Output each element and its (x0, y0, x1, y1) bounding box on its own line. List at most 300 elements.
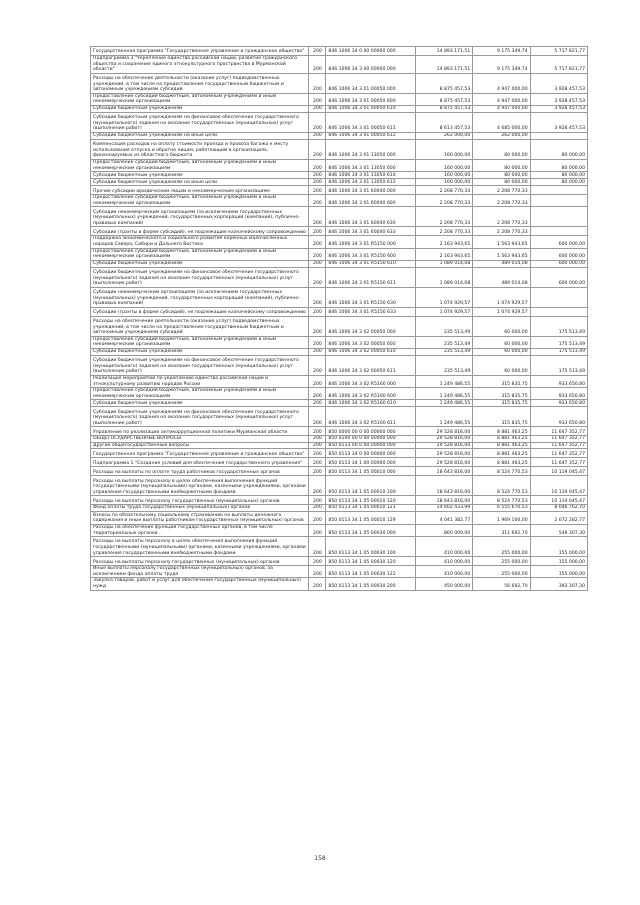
row-code: 200 (309, 236, 326, 248)
table-row (91, 307, 588, 316)
row-kcsr: 846 1006 34 3 01 R5150 630 (326, 287, 416, 307)
row-amount-2: 4 947 000,00 (473, 73, 530, 93)
row-code: 200 (309, 172, 326, 179)
table-row (91, 236, 588, 248)
row-kcsr: 850 0113 00 0 00 00000 000 (326, 442, 416, 449)
row-name: Расходы на выплаты персоналу государственных (муниципальных) органов (91, 557, 309, 566)
row-name: Фонд оплаты труда государственных (муниципальных) органов (91, 505, 309, 512)
row-amount-2: 311 692,70 (473, 525, 530, 537)
row-amount-2: 80 000,00 (473, 172, 530, 179)
row-code: 200 (309, 267, 326, 287)
table-row (91, 388, 588, 400)
row-amount-2: 262 000,00 (473, 132, 530, 139)
row-amount-1: 18 643 816,00 (415, 467, 472, 476)
row-amount-1: 160 000,00 (415, 159, 472, 171)
row-amount-1: 1 249 486,55 (415, 400, 472, 407)
row-kcsr: 846 1006 34 3 02 R5160 000 (326, 375, 416, 387)
row-amount-1: 160 000,00 (415, 179, 472, 186)
row-amount-3: 175 513,49 (530, 336, 587, 348)
row-amount-1: 29 528 816,00 (415, 458, 472, 467)
row-name: Государственная программа "Государственное управление и гражданское общество" (91, 47, 309, 56)
row-code: 200 (309, 159, 326, 171)
table-row (91, 557, 588, 566)
row-amount-1: 160 000,00 (415, 172, 472, 179)
row-name: Предоставление субсидий бюджетным, автономным учреждениям и иным некоммерческим организациям (91, 388, 309, 400)
row-kcsr: 846 1006 34 3 01 R5150 633 (326, 307, 416, 316)
row-amount-3: 933 650,80 (530, 407, 587, 427)
row-amount-2: 8 881 463,25 (473, 449, 530, 458)
row-name: Расходы на выплаты по оплате труда работников государственных органов (91, 467, 309, 476)
row-amount-2: 1 969 100,00 (473, 512, 530, 525)
table-row (91, 578, 588, 590)
row-amount-1: 29 528 816,00 (415, 427, 472, 436)
table-row (91, 132, 588, 139)
row-amount-3 (530, 287, 587, 307)
row-amount-2: 315 835,75 (473, 407, 530, 427)
table-row (91, 139, 588, 159)
row-amount-3: 11 647 352,77 (530, 436, 587, 443)
row-name: Субсидии бюджетным учреждениям на иные цели (91, 132, 309, 139)
table-row (91, 449, 588, 458)
row-kcsr: 846 1006 34 3 01 R5150 600 (326, 248, 416, 260)
row-code: 200 (309, 179, 326, 186)
row-amount-2: 60 000,00 (473, 348, 530, 355)
row-amount-2: 4 947 000,00 (473, 93, 530, 105)
row-amount-3: 5 717 821,77 (530, 47, 587, 56)
row-code: 200 (309, 287, 326, 307)
table-row (91, 505, 588, 512)
page-number: 158 (314, 855, 326, 862)
row-kcsr: 846 1006 34 3 01 R5150 610 (326, 260, 416, 267)
row-code: 200 (309, 105, 326, 112)
row-amount-2: 2 208 770,33 (473, 207, 530, 227)
row-amount-2: 2 208 770,33 (473, 186, 530, 195)
row-amount-1: 1 249 486,55 (415, 407, 472, 427)
row-amount-2: 2 208 770,33 (473, 195, 530, 207)
table-row (91, 159, 588, 171)
row-name: Расходы на обеспечение функций государственных органов, в том числе территориальных органов (91, 525, 309, 537)
table-row (91, 47, 588, 56)
table-row (91, 355, 588, 375)
row-code: 200 (309, 47, 326, 56)
row-code: 200 (309, 139, 326, 159)
table-row (91, 458, 588, 467)
row-amount-1: 235 513,49 (415, 316, 472, 336)
row-amount-2: 1 563 943,65 (473, 236, 530, 248)
row-amount-1: 410 000,00 (415, 537, 472, 557)
budget-table (90, 46, 588, 591)
row-kcsr: 846 1006 34 3 02 R5160 610 (326, 400, 416, 407)
row-code: 200 (309, 336, 326, 348)
row-name: Субсидии некоммерческим организациям (за исключением государственных (муниципальных) учреждений, государственных корпораций (компаний), публично-правовых компаний) (91, 287, 309, 307)
row-amount-2: 1 074 929,57 (473, 307, 530, 316)
row-code: 200 (309, 132, 326, 139)
row-name: Расходы на выплаты персоналу в целях обеспечения выполнения функций государственными (муниципальными) органами, казенными учреждениями, органами управления государственными внебюджетными фондами (91, 476, 309, 496)
row-amount-3: 11 647 352,77 (530, 449, 587, 458)
row-amount-3: 933 650,80 (530, 375, 587, 387)
row-amount-1: 14 602 433,99 (415, 505, 472, 512)
row-amount-1: 29 528 816,00 (415, 436, 472, 443)
row-kcsr: 846 1006 34 3 01 60040 630 (326, 207, 416, 227)
row-kcsr: 850 0113 34 1 00 00000 000 (326, 458, 416, 467)
row-amount-3: 155 000,00 (530, 566, 587, 578)
row-amount-2: 8 881 463,25 (473, 427, 530, 436)
row-name: Субсидии бюджетным учреждениям на иные цели (91, 179, 309, 186)
row-name: Субсидии бюджетным учреждениям (91, 400, 309, 407)
row-code: 200 (309, 260, 326, 267)
row-amount-1: 8 875 457,53 (415, 105, 472, 112)
table-row (91, 56, 588, 74)
row-code: 200 (309, 449, 326, 458)
row-amount-1: 450 000,00 (415, 578, 472, 590)
table-row (91, 112, 588, 132)
row-amount-3: 155 000,00 (530, 557, 587, 566)
row-kcsr: 846 1006 34 3 01 60040 000 (326, 186, 416, 195)
row-kcsr: 846 1006 34 3 02 00050 611 (326, 355, 416, 375)
row-kcsr: 846 1006 34 3 00 00000 000 (326, 56, 416, 74)
row-kcsr: 850 0113 34 1 05 00030 100 (326, 537, 416, 557)
table-row (91, 476, 588, 496)
row-code: 200 (309, 355, 326, 375)
row-amount-3: 155 000,00 (530, 537, 587, 557)
row-name: Субсидии бюджетным учреждениям (91, 348, 309, 355)
row-code: 200 (309, 186, 326, 195)
row-amount-2: 1 563 943,65 (473, 248, 530, 260)
row-kcsr: 846 1006 34 3 01 60040 633 (326, 227, 416, 236)
row-amount-3: 2 072 282,77 (530, 512, 587, 525)
row-code: 200 (309, 227, 326, 236)
row-amount-3: 175 513,49 (530, 348, 587, 355)
row-kcsr: 846 1006 34 3 01 13050 612 (326, 179, 416, 186)
row-kcsr: 846 1006 34 3 01 00050 000 (326, 73, 416, 93)
row-name: Субсидии бюджетным учреждениям (91, 260, 309, 267)
row-amount-1: 860 000,00 (415, 525, 472, 537)
row-amount-3: 3 928 457,53 (530, 93, 587, 105)
row-amount-1: 8 875 457,53 (415, 73, 472, 93)
row-kcsr: 846 1006 34 3 01 13050 000 (326, 139, 416, 159)
row-amount-3 (530, 186, 587, 195)
row-code: 200 (309, 476, 326, 496)
row-amount-3 (530, 227, 587, 236)
table-row (91, 537, 588, 557)
budget-table-body (91, 47, 588, 591)
row-amount-3: 600 000,00 (530, 267, 587, 287)
row-code: 200 (309, 375, 326, 387)
row-name: Субсидии (гранты в форме субсидий), не подлежащие казначейскому сопровождению (91, 307, 309, 316)
row-code: 200 (309, 442, 326, 449)
row-kcsr: 846 1006 34 3 01 00050 611 (326, 112, 416, 132)
row-kcsr: 846 1006 34 0 00 00000 000 (326, 47, 416, 56)
row-code: 200 (309, 467, 326, 476)
row-name: Расходы на выплаты персоналу государственных (муниципальных) органов (91, 496, 309, 505)
row-amount-1: 1 249 486,55 (415, 375, 472, 387)
row-amount-3: 10 119 045,47 (530, 496, 587, 505)
row-amount-1: 262 000,00 (415, 132, 472, 139)
row-name: Расходы на обеспечение деятельности (оказание услуг) подведомственных учреждений, в том числе на предоставление государственным бюджетным и автономным учреждениям субсидий (91, 73, 309, 93)
table-row (91, 348, 588, 355)
row-name: Предоставление субсидий бюджетным, автономным учреждениям и иным некоммерческим организациям (91, 93, 309, 105)
row-code: 200 (309, 195, 326, 207)
row-amount-1: 1 089 014,08 (415, 260, 472, 267)
row-amount-3: 80 000,00 (530, 172, 587, 179)
row-amount-1: 8 875 457,53 (415, 93, 472, 105)
table-row (91, 105, 588, 112)
row-name: Субсидии (гранты в форме субсидий), не подлежащие казначейскому сопровождению (91, 227, 309, 236)
row-amount-1: 4 041 382,77 (415, 512, 472, 525)
row-amount-2: 2 208 770,33 (473, 227, 530, 236)
row-amount-1: 1 089 014,08 (415, 267, 472, 287)
row-kcsr: 850 0113 34 1 05 00010 000 (326, 467, 416, 476)
row-kcsr: 846 1006 34 3 02 00050 610 (326, 348, 416, 355)
row-amount-1: 2 163 943,65 (415, 236, 472, 248)
row-amount-3: 11 647 352,77 (530, 427, 587, 436)
table-row (91, 93, 588, 105)
row-name: Предоставление субсидий бюджетным, автономным учреждениям и иным некоммерческим организациям (91, 336, 309, 348)
row-amount-2: 1 074 929,57 (473, 287, 530, 307)
row-code: 200 (309, 348, 326, 355)
row-amount-2: 80 000,00 (473, 139, 530, 159)
row-kcsr: 846 1006 34 3 01 R5150 611 (326, 267, 416, 287)
row-amount-2: 255 000,00 (473, 566, 530, 578)
row-amount-3: 3 928 457,53 (530, 73, 587, 93)
row-amount-3: 11 647 352,77 (530, 458, 587, 467)
row-amount-1: 235 513,49 (415, 336, 472, 348)
table-row (91, 227, 588, 236)
row-amount-2: 60 000,00 (473, 316, 530, 336)
row-amount-1: 2 208 770,33 (415, 195, 472, 207)
table-row (91, 427, 588, 436)
table-row (91, 287, 588, 307)
row-code: 200 (309, 73, 326, 93)
row-amount-1: 29 528 816,00 (415, 449, 472, 458)
row-code: 200 (309, 207, 326, 227)
table-row (91, 400, 588, 407)
table-row (91, 512, 588, 525)
table-row (91, 207, 588, 227)
row-amount-2: 8 881 463,25 (473, 436, 530, 443)
row-amount-1: 18 643 816,00 (415, 476, 472, 496)
row-name: Расходы на выплаты персоналу в целях обеспечения выполнения функций государственными (муниципальными) органами, казенными учреждениями, органами управления государственными внебюджетными фондами (91, 537, 309, 557)
row-code: 200 (309, 578, 326, 590)
row-amount-3: 175 513,49 (530, 316, 587, 336)
row-name: Субсидии бюджетным учреждениям (91, 105, 309, 112)
row-name: Предоставление субсидий бюджетным, автономным учреждениям и иным некоммерческим организациям (91, 195, 309, 207)
row-amount-1: 1 074 929,57 (415, 287, 472, 307)
row-kcsr: 846 1006 34 3 01 00050 612 (326, 132, 416, 139)
row-amount-3: 8 046 762,70 (530, 505, 587, 512)
row-amount-3: 933 650,80 (530, 400, 587, 407)
row-kcsr: 850 0113 34 1 05 00030 120 (326, 557, 416, 566)
row-amount-1: 410 000,00 (415, 557, 472, 566)
row-name: Другие общегосударственные вопросы (91, 442, 309, 449)
row-kcsr: 850 0113 34 1 05 00030 122 (326, 566, 416, 578)
row-name: Предоставление субсидий бюджетным, автономным учреждениям и иным некоммерческим организациям (91, 159, 309, 171)
row-code: 200 (309, 407, 326, 427)
row-amount-2: 255 000,00 (473, 557, 530, 566)
row-amount-1: 1 074 929,57 (415, 307, 472, 316)
row-amount-3 (530, 132, 587, 139)
row-name: Взносы по обязательному социальному страхованию на выплаты денежного содержания и иные выплаты работникам государственных (муниципальных) органов (91, 512, 309, 525)
row-amount-3 (530, 195, 587, 207)
table-row (91, 496, 588, 505)
row-amount-1: 18 643 816,00 (415, 496, 472, 505)
row-kcsr: 850 0113 34 1 05 00030 000 (326, 525, 416, 537)
table-row (91, 172, 588, 179)
row-amount-1: 2 163 943,65 (415, 248, 472, 260)
row-amount-3: 3 928 457,53 (530, 105, 587, 112)
row-amount-1: 14 893 171,51 (415, 56, 472, 74)
row-amount-2: 6 555 670,53 (473, 505, 530, 512)
row-amount-1: 14 893 171,51 (415, 47, 472, 56)
row-name: Поддержка экономического и социального развития коренных малочисленных народов Севера, Сибири и Дальнего Востока (91, 236, 309, 248)
row-code: 200 (309, 505, 326, 512)
table-row (91, 436, 588, 443)
row-code: 200 (309, 93, 326, 105)
row-amount-2: 9 175 349,74 (473, 47, 530, 56)
row-name: Управление по реализации антикоррупционной политики Мурманской области (91, 427, 309, 436)
table-row (91, 267, 588, 287)
budget-table-page (90, 46, 588, 591)
row-kcsr: 850 0113 34 0 00 00000 000 (326, 449, 416, 458)
row-kcsr: 846 1006 34 3 01 13050 600 (326, 159, 416, 171)
table-row (91, 375, 588, 387)
row-amount-1: 2 208 770,33 (415, 207, 472, 227)
row-amount-3: 80 000,00 (530, 159, 587, 171)
row-kcsr: 846 1006 34 3 01 00050 600 (326, 93, 416, 105)
row-amount-3: 5 717 821,77 (530, 56, 587, 74)
row-amount-2: 4 947 000,00 (473, 105, 530, 112)
row-amount-2: 255 000,00 (473, 537, 530, 557)
table-row (91, 316, 588, 336)
row-amount-2: 8 524 770,53 (473, 476, 530, 496)
row-amount-2: 60 000,00 (473, 355, 530, 375)
row-name: Подпрограмма 1 "Создание условий для обеспечения государственного управления" (91, 458, 309, 467)
row-amount-3: 393 307,30 (530, 578, 587, 590)
row-amount-2: 9 175 349,74 (473, 56, 530, 74)
row-kcsr: 846 1006 34 3 02 R5160 600 (326, 388, 416, 400)
row-name: Реализация мероприятий по укреплению единства российской нации и этнокультурному развитию народов России (91, 375, 309, 387)
row-name: Компенсация расходов на оплату стоимости проезда и провоза багажа к месту использования отпуска и обратно лицам, работающим в организациях, финансируемых из областного бюджета (91, 139, 309, 159)
row-code: 200 (309, 400, 326, 407)
table-row (91, 179, 588, 186)
row-name: Государственная программа "Государственное управление и гражданское общество" (91, 449, 309, 458)
row-amount-2: 315 835,75 (473, 400, 530, 407)
row-amount-2: 60 000,00 (473, 336, 530, 348)
row-kcsr: 846 1006 34 3 02 00050 000 (326, 316, 416, 336)
row-name: Субсидии бюджетным учреждениям на финансовое обеспечение государственного (муниципального) задания на оказание государственных (муниципальных) услуг (выполнение работ) (91, 407, 309, 427)
row-amount-1: 2 208 770,33 (415, 227, 472, 236)
row-name: Расходы на обеспечение деятельности (оказание услуг) подведомственных учреждений, в том числе на предоставление государственным бюджетным и автономным учреждениям субсидий (91, 316, 309, 336)
table-row (91, 248, 588, 260)
row-kcsr: 846 1006 34 3 01 R5150 000 (326, 236, 416, 248)
row-amount-3: 80 000,00 (530, 139, 587, 159)
row-amount-1: 8 613 457,53 (415, 112, 472, 132)
table-row (91, 73, 588, 93)
row-code: 200 (309, 427, 326, 436)
row-amount-1: 1 249 486,55 (415, 388, 472, 400)
row-amount-3: 933 650,80 (530, 388, 587, 400)
row-amount-2: 80 000,00 (473, 159, 530, 171)
row-amount-3 (530, 307, 587, 316)
row-amount-3: 600 000,00 (530, 248, 587, 260)
row-name: Предоставление субсидий бюджетным, автономным учреждениям и иным некоммерческим организациям (91, 248, 309, 260)
row-amount-2: 315 835,75 (473, 388, 530, 400)
row-code: 200 (309, 525, 326, 537)
row-amount-2: 4 685 000,00 (473, 112, 530, 132)
table-row (91, 195, 588, 207)
row-amount-3: 10 119 045,47 (530, 467, 587, 476)
row-name: Субсидии бюджетным учреждениям (91, 172, 309, 179)
row-amount-1: 410 000,00 (415, 566, 472, 578)
row-code: 200 (309, 388, 326, 400)
row-code: 200 (309, 512, 326, 525)
row-amount-1: 235 513,49 (415, 355, 472, 375)
row-code: 200 (309, 316, 326, 336)
row-kcsr: 850 0113 34 1 05 00010 121 (326, 505, 416, 512)
row-name: Субсидии некоммерческим организациям (за исключением государственных (муниципальных) учреждений, государственных корпораций (компаний), публично-правовых компаний) (91, 207, 309, 227)
row-name: ОБЩЕГОСУДАРСТВЕННЫЕ ВОПРОСЫ (91, 436, 309, 443)
row-name: Субсидии бюджетным учреждениям на финансовое обеспечение государственного (муниципального) задания на оказание государственных (муниципальных) услуг (выполнение работ) (91, 355, 309, 375)
row-kcsr: 850 0113 34 1 05 00030 200 (326, 578, 416, 590)
table-row (91, 467, 588, 476)
row-kcsr: 846 1006 34 3 02 00050 600 (326, 336, 416, 348)
table-row (91, 442, 588, 449)
row-amount-3: 600 000,00 (530, 260, 587, 267)
row-amount-3: 175 513,49 (530, 355, 587, 375)
table-row (91, 407, 588, 427)
row-amount-1: 160 000,00 (415, 139, 472, 159)
row-amount-2: 489 014,08 (473, 267, 530, 287)
row-code: 200 (309, 496, 326, 505)
row-kcsr: 850 0000 00 0 00 00000 000 (326, 427, 416, 436)
row-code: 200 (309, 557, 326, 566)
row-name: Иные выплаты персоналу государственных (муниципальных) органов, за исключением фонда оплаты труда (91, 566, 309, 578)
row-code: 200 (309, 537, 326, 557)
table-row (91, 186, 588, 195)
row-amount-2: 8 881 463,25 (473, 442, 530, 449)
table-row (91, 566, 588, 578)
row-code: 200 (309, 566, 326, 578)
row-amount-1: 235 513,49 (415, 348, 472, 355)
row-code: 200 (309, 307, 326, 316)
row-amount-3: 10 119 045,47 (530, 476, 587, 496)
row-amount-3: 80 000,00 (530, 179, 587, 186)
row-kcsr: 846 1006 34 3 02 R5160 611 (326, 407, 416, 427)
row-amount-2: 8 524 770,53 (473, 496, 530, 505)
row-kcsr: 850 0113 34 1 05 00010 120 (326, 496, 416, 505)
row-amount-3 (530, 207, 587, 227)
row-code: 200 (309, 436, 326, 443)
row-amount-1: 2 208 770,33 (415, 186, 472, 195)
row-amount-2: 8 524 770,53 (473, 467, 530, 476)
row-kcsr: 850 0113 34 1 05 00010 129 (326, 512, 416, 525)
table-row (91, 525, 588, 537)
row-amount-3: 548 307,30 (530, 525, 587, 537)
row-amount-3: 3 928 457,53 (530, 112, 587, 132)
row-name: Закупка товаров, работ и услуг для обеспечения государственных (муниципальных) нужд (91, 578, 309, 590)
row-code: 200 (309, 458, 326, 467)
row-code: 200 (309, 56, 326, 74)
row-kcsr: 846 1006 34 3 01 00050 610 (326, 105, 416, 112)
row-name: Субсидии бюджетным учреждениям на финансовое обеспечение государственного (муниципального) задания на оказание государственных (муниципальных) услуг (выполнение работ) (91, 267, 309, 287)
row-kcsr: 846 1006 34 3 01 60040 600 (326, 195, 416, 207)
row-amount-3: 11 647 352,77 (530, 442, 587, 449)
row-code: 200 (309, 248, 326, 260)
row-code: 200 (309, 112, 326, 132)
row-name: Субсидии бюджетным учреждениям на финансовое обеспечение государственного (муниципального) задания на оказание государственных (муниципальных) услуг (выполнение работ) (91, 112, 309, 132)
table-row (91, 260, 588, 267)
row-name: Подпрограмма 3 "Укрепление единства российской нации, развитие гражданского общества и сохранение единого этнокультурного пространства в Мурманской области" (91, 56, 309, 74)
